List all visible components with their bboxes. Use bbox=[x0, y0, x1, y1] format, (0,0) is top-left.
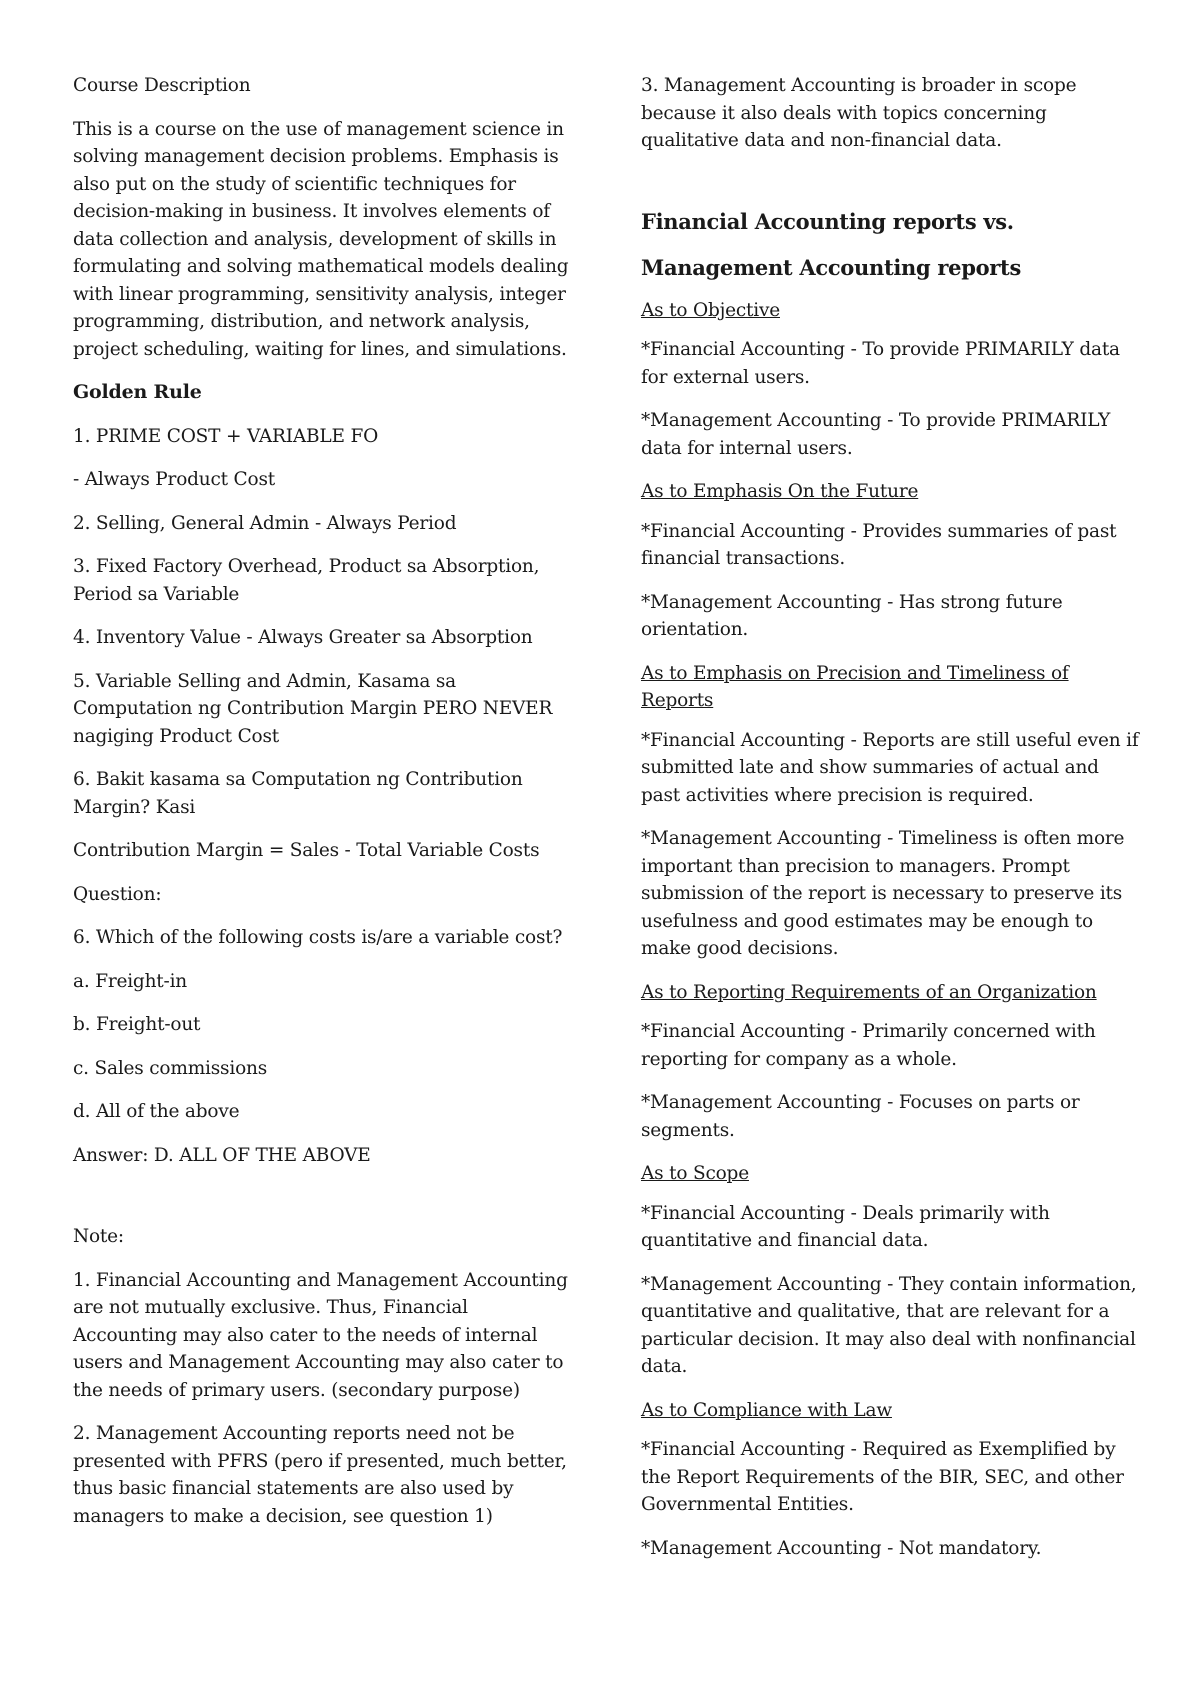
note-2: 2. Management Accounting reports need not be presented with PFRS (pero if presented, much better, thus basic financial statements are also used by managers to make a decision, see question 1) bbox=[73, 1423, 567, 1527]
question-text: 6. Which of the following costs is/are a variable cost? bbox=[73, 927, 563, 948]
left-column bbox=[73, 72, 573, 1546]
comparison-section-heading: Financial Accounting reports vs. Management Accounting reports bbox=[641, 208, 1021, 280]
rule-1: 1. PRIME COST + VARIABLE FO bbox=[73, 425, 379, 447]
scope-financial: *Financial Accounting - Deals primarily with quantitative and financial data. bbox=[641, 1202, 1050, 1251]
precision-subheading: As to Emphasis on Precision and Timeliness of Reports bbox=[641, 662, 1069, 711]
objective-financial: *Financial Accounting - To provide PRIMARILY data for external users. bbox=[641, 339, 1120, 388]
contribution-margin-formula: Contribution Margin = Sales - Total Variable Costs bbox=[73, 840, 540, 861]
rule-1-sub: - Always Product Cost bbox=[73, 469, 275, 490]
rule-4: 4. Inventory Value - Always Greater sa Absorption bbox=[73, 627, 533, 648]
rule-5: 5. Variable Selling and Admin, Kasama sa Computation ng Contribution Margin PERO NEVER nagiging Product Cost bbox=[73, 670, 553, 747]
future-financial: *Financial Accounting - Provides summaries of past financial transactions. bbox=[641, 520, 1117, 569]
reporting-financial: *Financial Accounting - Primarily concerned with reporting for company as a whole. bbox=[641, 1021, 1096, 1070]
rule-6: 6. Bakit kasama sa Computation ng Contribution Margin? Kasi bbox=[73, 769, 523, 818]
option-c: c. Sales commissions bbox=[73, 1057, 268, 1079]
course-description-paragraph: This is a course on the use of management science in solving management decision problems. Emphasis is also put on the study of scientific techniques for decision-making in business. It involves elements of data collection and analysis, development of skills in formulating and solving mathematical models dealing with linear programming, sensitivity analysis, integer programming, distribution, and network analysis, project scheduling, waiting for lines, and simulations. bbox=[73, 118, 569, 360]
law-subheading: As to Compliance with Law bbox=[641, 1399, 892, 1421]
note-3: 3. Management Accounting is broader in scope because it also deals with topics concerning qualitative data and non-financial data. bbox=[641, 75, 1077, 151]
option-d: d. All of the above bbox=[73, 1101, 240, 1122]
precision-management: *Management Accounting - Timeliness is often more important than precision to managers. Prompt submission of the report is necessary to preserve its usefulness and good estimates may be enough to make good decisions. bbox=[641, 828, 1125, 959]
course-description-heading: Course Description bbox=[73, 75, 251, 96]
scope-subheading: As to Scope bbox=[641, 1163, 749, 1184]
future-management: *Management Accounting - Has strong future orientation. bbox=[641, 591, 1063, 640]
option-b: b. Freight-out bbox=[73, 1014, 201, 1035]
option-a: a. Freight-in bbox=[73, 970, 188, 992]
law-management: *Management Accounting - Not mandatory. bbox=[641, 1537, 1042, 1559]
rule-3: 3. Fixed Factory Overhead, Product sa Absorption, Period sa Variable bbox=[73, 556, 540, 605]
rule-2: 2. Selling, General Admin - Always Period bbox=[73, 512, 457, 534]
reporting-management: *Management Accounting - Focuses on parts or segments. bbox=[641, 1092, 1080, 1141]
law-financial: *Financial Accounting - Required as Exemplified by the Report Requirements of the BIR, SEC, and other Governmental Entities. bbox=[641, 1439, 1124, 1515]
answer-text: Answer: D. ALL OF THE ABOVE bbox=[73, 1144, 371, 1166]
objective-management: *Management Accounting - To provide PRIMARILY data for internal users. bbox=[641, 410, 1111, 459]
reporting-subheading: As to Reporting Requirements of an Organization bbox=[641, 981, 1097, 1003]
question-label: Question: bbox=[73, 883, 162, 905]
objective-subheading: As to Objective bbox=[641, 299, 780, 321]
note-label: Note: bbox=[73, 1226, 124, 1247]
precision-financial: *Financial Accounting - Reports are still useful even if submitted late and show summaries of actual and past activities where precision is required. bbox=[641, 729, 1139, 806]
golden-rule-heading: Golden Rule bbox=[73, 381, 202, 403]
note-1: 1. Financial Accounting and Management Accounting are not mutually exclusive. Thus, Financial Accounting may also cater to the needs of internal users and Management Accounting may also cater to the needs of primary users. (secondary purpose) bbox=[73, 1269, 568, 1401]
future-subheading: As to Emphasis On the Future bbox=[641, 481, 919, 502]
right-column bbox=[641, 72, 1141, 1578]
scope-management: *Management Accounting - They contain information, quantitative and qualitative, that are relevant for a particular decision. It may also deal with nonfinancial data. bbox=[641, 1273, 1137, 1377]
